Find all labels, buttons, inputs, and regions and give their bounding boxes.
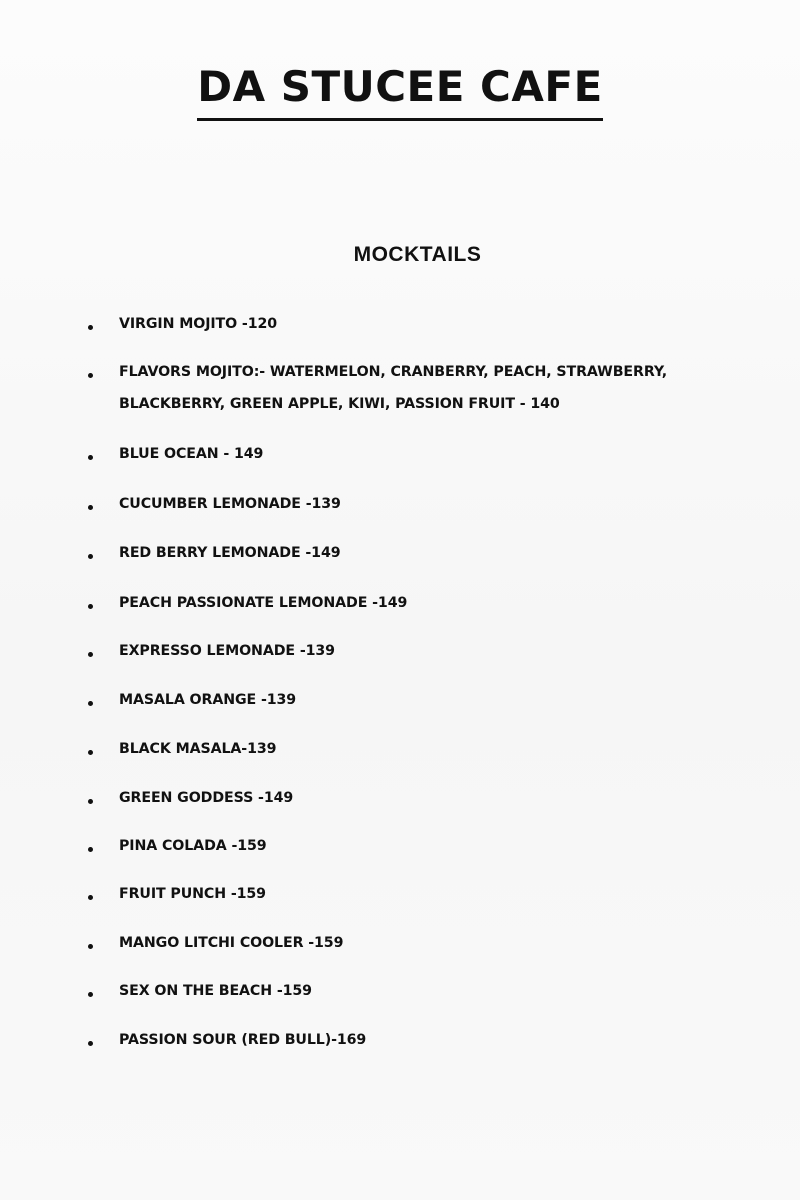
menu-item-text: MASALA ORANGE -139 [119, 692, 297, 708]
menu-item-text: CUCUMBER LEMONADE -139 [119, 496, 341, 512]
menu-item-text: FRUIT PUNCH -159 [119, 886, 266, 902]
bullet-icon [88, 847, 93, 852]
menu-item [88, 596, 728, 619]
bullet-icon [88, 325, 93, 330]
bullet-icon [88, 373, 93, 378]
menu-item [88, 1033, 728, 1056]
menu-item [88, 887, 728, 910]
menu-item-text: BLACK MASALA-139 [119, 741, 277, 757]
bullet-icon [88, 750, 93, 755]
menu-item [88, 984, 728, 1007]
bullet-icon [88, 895, 93, 900]
menu-item-text: GREEN GODDESS -149 [119, 790, 294, 806]
menu-item-line: FLAVORS MOJITO:- WATERMELON, CRANBERRY, PEACH, STRAWBERRY, [119, 364, 667, 380]
menu-item [88, 742, 728, 765]
menu-item [88, 497, 728, 520]
bullet-icon [88, 505, 93, 510]
bullet-icon [88, 652, 93, 657]
bullet-icon [88, 1041, 93, 1046]
menu-item [88, 546, 728, 569]
menu-item-text: PINA COLADA -159 [119, 838, 267, 854]
menu-item [88, 447, 728, 470]
cafe-title [0, 58, 800, 121]
bullet-icon [88, 554, 93, 559]
menu-item-text: MANGO LITCHI COOLER -159 [119, 935, 344, 951]
menu-item-text: SEX ON THE BEACH -159 [119, 983, 312, 999]
menu-item [88, 791, 728, 814]
menu-item [88, 644, 728, 667]
menu-item-text: PASSION SOUR (RED BULL)-169 [119, 1032, 367, 1048]
menu-item [88, 317, 728, 340]
section-heading: MOCKTAILS [353, 243, 482, 266]
menu-item [88, 365, 728, 420]
menu-item-line: BLACKBERRY, GREEN APPLE, KIWI, PASSION FRUIT - 140 [119, 396, 560, 412]
menu-item-text: PEACH PASSIONATE LEMONADE -149 [119, 595, 408, 611]
bullet-icon [88, 992, 93, 997]
bullet-icon [88, 455, 93, 460]
menu-item [88, 936, 728, 959]
menu-item-text: RED BERRY LEMONADE -149 [119, 545, 341, 561]
bullet-icon [88, 604, 93, 609]
menu-item-text [119, 356, 719, 420]
bullet-icon [88, 944, 93, 949]
menu-item-text: VIRGIN MOJITO -120 [119, 316, 278, 332]
menu-item [88, 839, 728, 862]
bullet-icon [88, 701, 93, 706]
menu-item-text: BLUE OCEAN - 149 [119, 446, 264, 462]
menu-item-text: EXPRESSO LEMONADE -139 [119, 643, 335, 659]
menu-item [88, 693, 728, 716]
cafe-title-text: DA STUCEE CAFE [197, 58, 603, 121]
bullet-icon [88, 799, 93, 804]
